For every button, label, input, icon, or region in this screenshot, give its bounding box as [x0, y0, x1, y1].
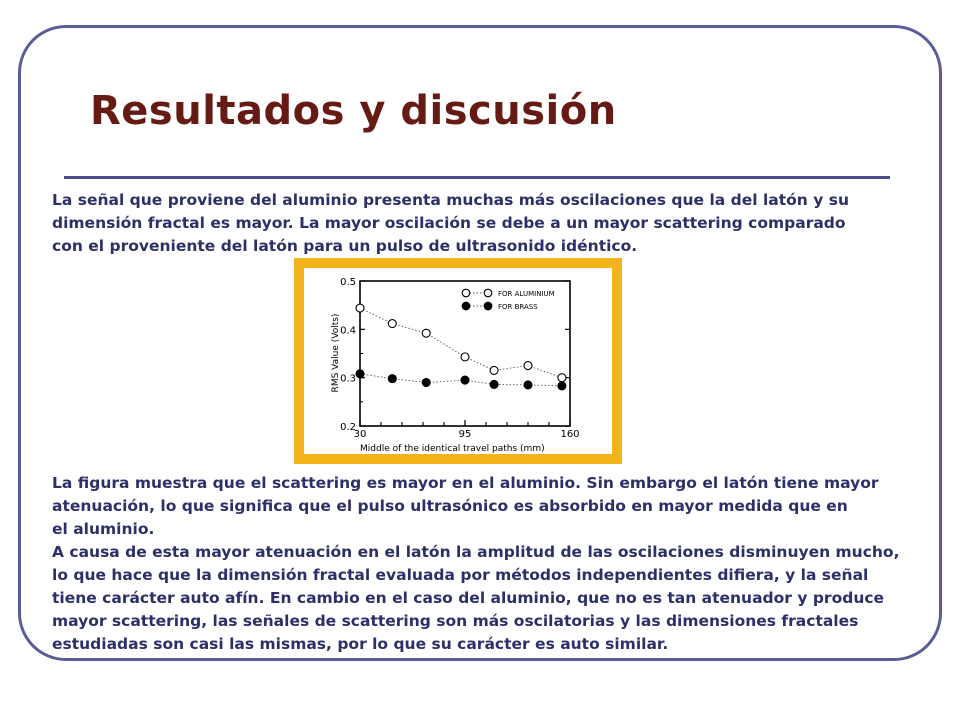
- aluminium-point: [490, 366, 498, 374]
- x-axis-label: Middle of the identical travel paths (mm): [360, 444, 545, 454]
- y-tick-label: 0.4: [340, 325, 356, 337]
- legend-marker: [462, 302, 470, 310]
- x-tick-label: 160: [560, 429, 580, 440]
- y-tick-label: 0.3: [340, 373, 356, 385]
- slide-title: Resultados y discusión: [90, 88, 617, 134]
- brass-point: [422, 379, 430, 387]
- legend-marker: [484, 289, 492, 297]
- legend-marker: [462, 289, 470, 297]
- y-tick-label: 0.5: [340, 277, 356, 288]
- x-tick-label: 30: [353, 429, 367, 440]
- title-underline: [64, 176, 890, 179]
- aluminium-point: [388, 320, 396, 328]
- chart-legend: [462, 289, 554, 311]
- aluminium-point: [461, 353, 469, 361]
- x-tick-label: 95: [458, 429, 472, 440]
- brass-point: [356, 370, 364, 378]
- legend-marker: [484, 302, 492, 310]
- legend-label: FOR ALUMINIUM: [498, 290, 555, 298]
- figure-frame: [294, 258, 622, 464]
- brass-point: [558, 382, 566, 390]
- aluminium-point: [356, 304, 364, 312]
- legend-label: FOR BRASS: [498, 303, 538, 311]
- aluminium-point: [524, 362, 532, 370]
- brass-point: [490, 380, 498, 388]
- series-layer: [356, 304, 566, 390]
- aluminium-point: [422, 329, 430, 337]
- paragraph-intro: La señal que proviene del aluminio presenta muchas más oscilaciones que la del latón y su dimensión fractal es mayor. La mayor oscilación se debe a un mayor scattering comparado con el proveniente del latón para un pulso de ultrasonido idéntico.: [52, 191, 849, 255]
- brass-point: [524, 381, 532, 389]
- brass-point: [461, 376, 469, 384]
- paragraph-discussion: La figura muestra que el scattering es mayor en el aluminio. Sin embargo el latón tiene mayor atenuación, lo que significa que el pulso ultrasónico es absorbido en mayor medida que en el aluminio. A causa de esta mayor atenuación en el latón la amplitud de las oscilaciones disminuyen mucho, lo que hace que la dimensión fractal evaluada por métodos independientes difiera, y la señal tiene carácter auto afín. En cambio en el caso del aluminio, que no es tan atenuador y produce mayor scattering, las señales de scattering son más oscilatorias y las dimensiones fractales estudiadas son casi las mismas, por lo que su carácter es auto similar.: [52, 474, 900, 653]
- y-axis-label: RMS Value (Volts): [331, 313, 341, 393]
- rms-chart: [304, 268, 612, 454]
- brass-point: [388, 375, 396, 383]
- y-tick-label: 0.2: [340, 422, 356, 433]
- x-axis-ticks: [354, 420, 580, 440]
- y-axis-ticks: [340, 277, 570, 433]
- figure-panel: [304, 268, 612, 454]
- aluminium-point: [558, 374, 566, 382]
